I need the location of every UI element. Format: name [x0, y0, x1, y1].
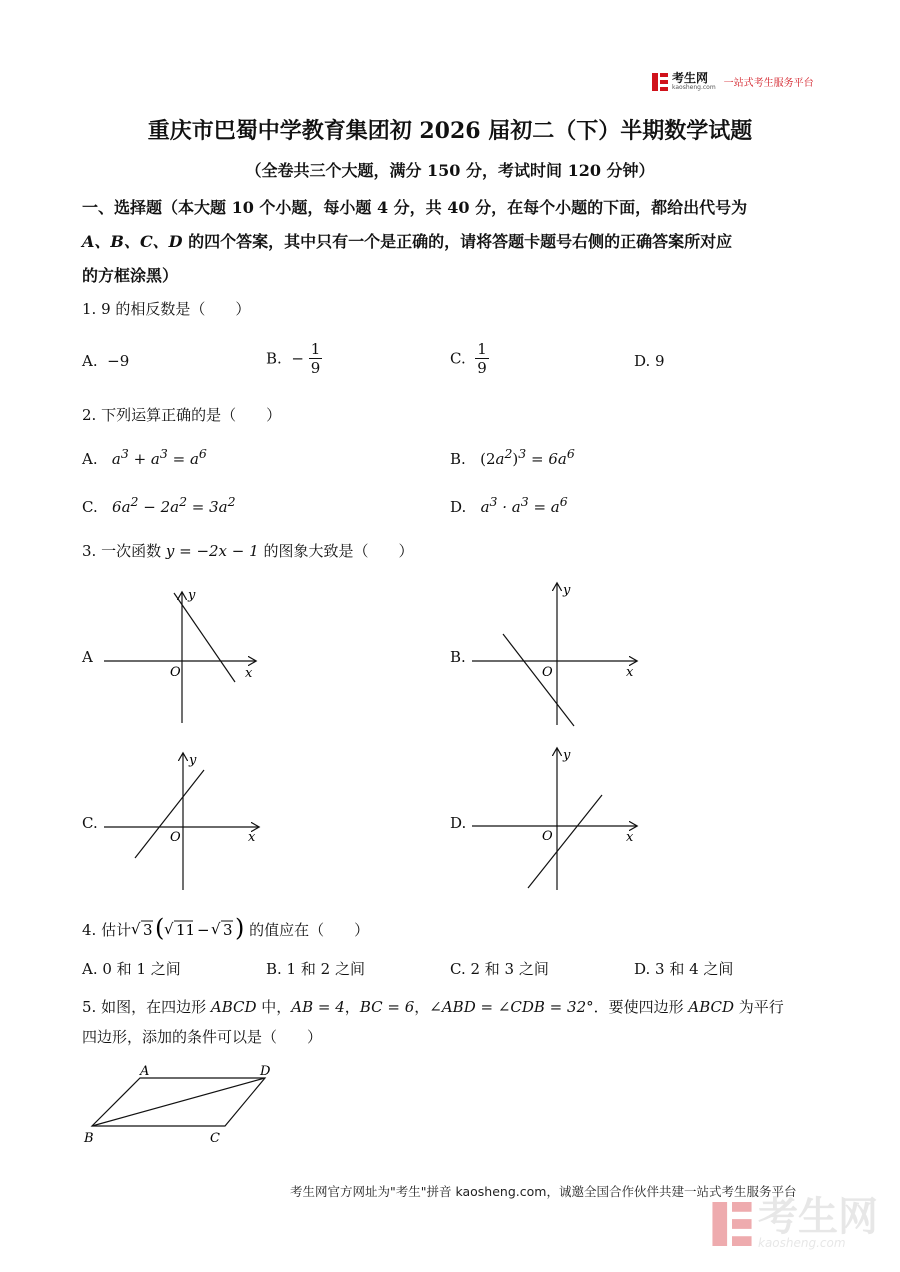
y-label: y: [188, 588, 196, 603]
q1-c-label: C.: [450, 349, 466, 368]
section-letters: A、B、C、D: [82, 232, 183, 251]
q1-c-den: 9: [477, 359, 487, 377]
section-line-2: [82, 225, 822, 259]
q1-c-fraction: [475, 340, 489, 377]
q4-option-d: D. 3 和 4 之间: [634, 960, 734, 978]
origin-label: O: [542, 829, 553, 844]
q2-option-a: [82, 446, 207, 468]
q2-option-b: [450, 446, 575, 468]
q2-c-expr: $6a^2 - 2a^2 = 3a^2$: [112, 494, 236, 516]
q2-option-c: [82, 494, 236, 516]
svg-text:): ): [235, 914, 245, 942]
svg-text:−: −: [197, 921, 210, 939]
q3-stem-pre: 3. 一次函数: [82, 542, 166, 560]
svg-text:√: √: [131, 920, 141, 938]
q1-a-value: −9: [107, 352, 130, 370]
q3-graph-d: [468, 745, 648, 895]
q3-graph-a: [100, 585, 270, 725]
q4-option-b: B. 1 和 2 之间: [266, 960, 365, 978]
brand-logo: [652, 72, 814, 91]
q5-t9: ．要使四边形: [593, 998, 689, 1016]
q2-a-expr: $a^3 + a^3 = a^6$: [111, 446, 207, 468]
q2-d-expr: $a^3 \cdot a^3 = a^6$: [480, 494, 568, 516]
vertex-b: B: [84, 1131, 94, 1146]
vertex-c: C: [210, 1131, 220, 1146]
q5-t11: 为平行: [734, 998, 784, 1016]
q1-option-c: [450, 340, 489, 377]
footer-note: 考生网官方网址为"考生"拼音 kaosheng.com，诚邀全国合作伙伴共建一站式考生服务平台: [290, 1184, 797, 1199]
section-line-2-rest: 的四个答案，其中只有一个是正确的，请将答题卡题号右侧的正确答案所对应: [182, 232, 733, 251]
q3-label-b: B.: [450, 648, 466, 666]
function-line: [174, 593, 235, 682]
svg-text:(: (: [155, 914, 165, 942]
q3-graph-b: [468, 580, 648, 730]
q5-t2: ABCD: [210, 998, 257, 1016]
q1-option-b: [266, 340, 322, 377]
logo-slogan: 一站式考生服务平台: [723, 78, 814, 89]
q4-option-c: C. 2 和 3 之间: [450, 960, 549, 978]
svg-text:3: 3: [143, 921, 153, 939]
q5-t10: ABCD: [688, 998, 735, 1016]
origin-label: O: [170, 830, 181, 845]
q2-c-label: C.: [82, 498, 98, 516]
q3-label-a: A: [82, 648, 93, 666]
x-label: x: [626, 665, 634, 680]
q1-b-num: 1: [310, 340, 321, 358]
svg-text:3: 3: [223, 921, 233, 939]
q3-label-c: C.: [82, 814, 98, 832]
vertex-a: A: [140, 1064, 150, 1079]
q5-line-2: 四边形，添加的条件可以是（ ）: [82, 1028, 323, 1046]
origin-label: O: [170, 665, 181, 680]
logo-domain: kaosheng.com: [672, 84, 716, 91]
q1-b-label: B.: [266, 349, 282, 368]
q5-t1: 5. 如图，在四边形: [82, 998, 211, 1016]
vertex-d: D: [260, 1064, 271, 1079]
q3-label-d: D.: [450, 814, 467, 832]
svg-text:√: √: [211, 920, 221, 938]
q4-stem-post: 的值应在（ ）: [249, 920, 370, 939]
x-label: x: [248, 830, 256, 845]
q5-t5: ，: [344, 998, 360, 1016]
q5-stem: [82, 992, 822, 1052]
svg-text:11: 11: [176, 921, 196, 939]
logo-mark-icon: [652, 73, 668, 91]
x-label: x: [626, 830, 634, 845]
function-line: [528, 795, 602, 888]
q4-option-a: A. 0 和 1 之间: [82, 960, 181, 978]
section-line-1: 一、选择题（本大题 10 个小题，每小题 4 分，共 40 分，在每个小题的下面，都给出代号为: [82, 198, 748, 217]
q5-line-1: [82, 992, 822, 1022]
logo-name: 考生网: [672, 71, 709, 85]
svg-text:√: √: [164, 920, 174, 938]
q5-t8: ∠ABD = ∠CDB = 32°: [429, 998, 594, 1016]
q1-b-den: 9: [310, 359, 321, 377]
q1-option-d: D. 9: [634, 352, 665, 370]
watermark-name: 考生网: [758, 1194, 878, 1240]
section-header: [82, 191, 822, 293]
x-label: x: [245, 666, 253, 681]
section-line-3: 的方框涂黑）: [82, 266, 179, 285]
q3-stem-expr: y = −2x − 1: [165, 542, 259, 560]
q4-stem: [82, 914, 369, 944]
q5-parallelogram-figure: [80, 1060, 290, 1150]
y-label: y: [189, 753, 197, 768]
function-line: [503, 634, 574, 726]
watermark-text: [758, 1194, 878, 1250]
q2-b-label: B.: [450, 450, 466, 468]
q1-c-num: 1: [477, 340, 487, 358]
q2-a-label: A.: [82, 450, 98, 468]
q1-b-fraction: [309, 340, 323, 377]
watermark-domain: kaosheng.com: [758, 1236, 846, 1250]
q2-stem: 2. 下列运算正确的是（ ）: [82, 406, 282, 424]
q2-d-label: D.: [450, 498, 467, 516]
q5-t7: ，: [414, 998, 430, 1016]
q4-stem-pre: 4. 估计: [82, 920, 132, 939]
q3-stem: [82, 540, 413, 561]
q5-t4: AB = 4: [291, 998, 345, 1016]
page-title: 重庆市巴蜀中学教育集团初 2026 届初二（下）半期数学试题: [147, 118, 753, 144]
page-subtitle: （全卷共三个大题，满分 150 分，考试时间 120 分钟）: [245, 161, 655, 180]
logo-text: [672, 72, 716, 91]
q2-b-expr: $(2a^2)^3 = 6a^6$: [480, 446, 575, 468]
q1-a-label: A.: [82, 352, 98, 370]
q2-option-d: [450, 494, 568, 516]
q1-option-a: [82, 352, 129, 370]
watermark-logo-icon: [712, 1202, 752, 1246]
y-label: y: [563, 748, 571, 763]
watermark: [712, 1194, 878, 1250]
q5-t6: BC = 6: [359, 998, 415, 1016]
q3-stem-post: 的图象大致是（ ）: [258, 542, 414, 560]
q1-stem: 1. 9 的相反数是（ ）: [82, 300, 251, 318]
q1-b-sign: −: [291, 349, 304, 368]
q5-t3: 中，: [256, 998, 292, 1016]
y-label: y: [563, 583, 571, 598]
q3-graph-c: [100, 750, 270, 895]
diagonal-bd: [92, 1078, 265, 1126]
origin-label: O: [542, 665, 553, 680]
